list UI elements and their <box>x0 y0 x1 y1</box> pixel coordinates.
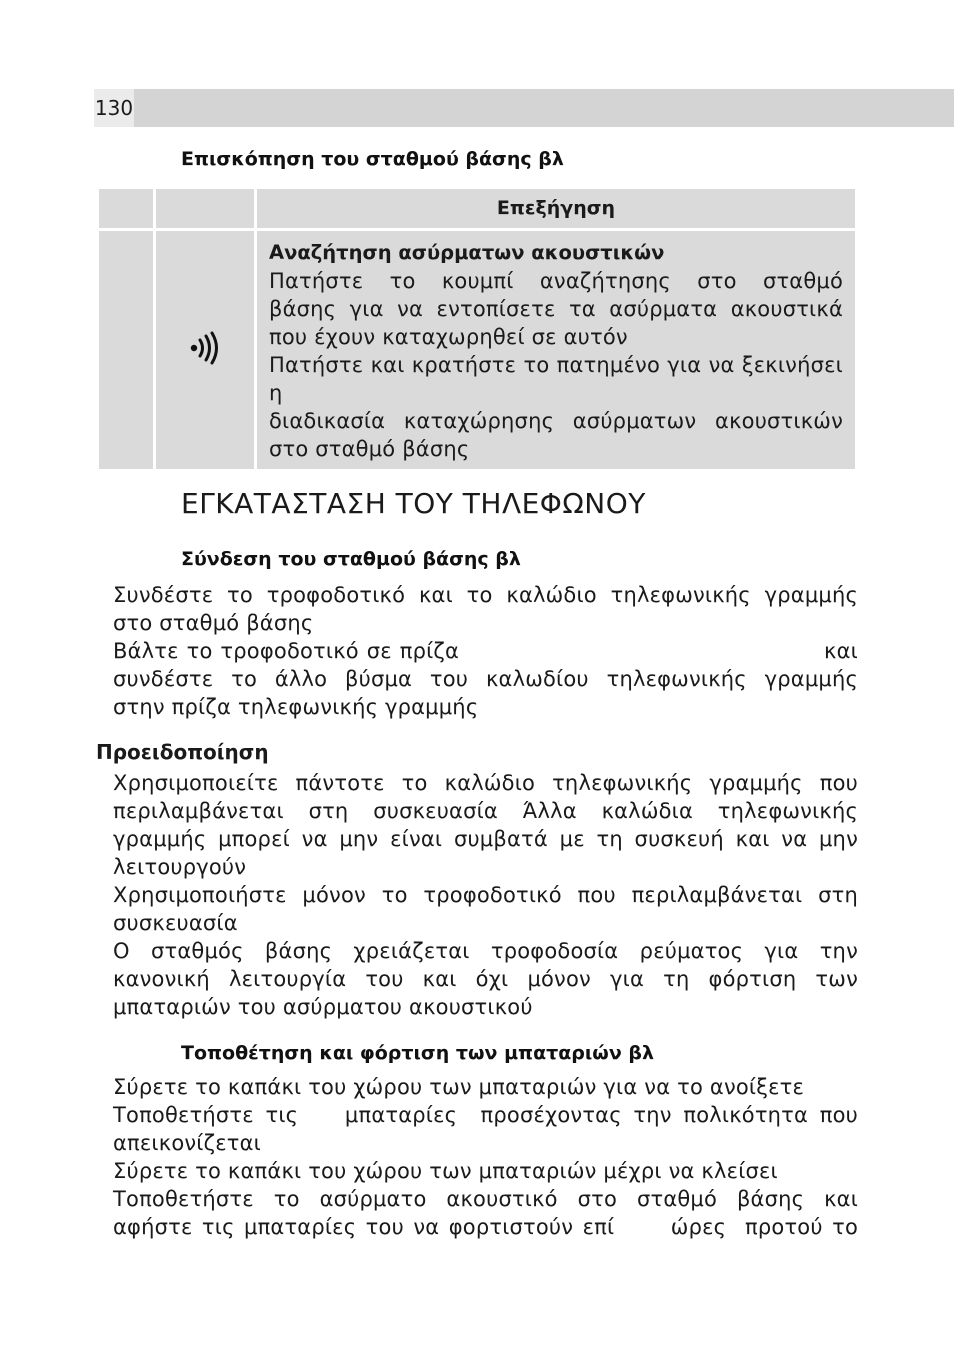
desc-line: Πατήστε και κρατήστε το πατημένο για να ξεκινήσει η <box>269 353 843 405</box>
text-line: στην πρίζα τηλεφωνικής γραμμής <box>113 695 479 719</box>
text-line: Ο σταθμός βάσης χρειάζεται τροφοδοσία ρεύματος για την <box>113 939 858 963</box>
text-line: στο σταθμό βάσης <box>113 611 314 635</box>
text-line: περιλαμβάνεται στη συσκευασία Άλλα καλώδια τηλεφωνικής <box>113 799 858 823</box>
paging-title: Αναζήτηση ασύρματων ακουστικών <box>269 241 665 264</box>
table-header-row <box>99 189 855 228</box>
text-line: απεικονίζεται <box>113 1131 261 1155</box>
connect-paragraph <box>113 581 858 721</box>
text-line: Χρησιμοποιήστε μόνον το τροφοδοτικό που περιλαμβάνεται στη <box>113 883 858 907</box>
desc-line: που έχουν καταχωρηθεί σε αυτόν <box>269 325 628 349</box>
text-line: αφήστε τις μπαταρίες του να φορτιστούν επί ώρες προτού το <box>113 1215 858 1239</box>
text-line: μπαταριών του ασύρματου ακουστικού <box>113 995 533 1019</box>
overview-heading: Επισκόπηση του σταθμού βάσης βλ <box>181 148 564 170</box>
warning-title: Προειδοποίηση <box>96 740 269 764</box>
page-number: 130 <box>94 89 134 127</box>
text-line: Βάλτε το τροφοδοτικό σε πρίζα και <box>113 639 858 663</box>
paging-description <box>269 267 843 463</box>
desc-line: διαδικασία καταχώρησης ασύρματων ακουστικών <box>269 409 843 433</box>
desc-line: στο σταθμό βάσης <box>269 437 470 461</box>
text-line: Σύρετε το καπάκι του χώρου των μπαταριών μέχρι να κλείσει <box>113 1159 778 1183</box>
table-cell-description <box>257 231 855 469</box>
text-line: Τοποθετήστε τις μπαταρίες προσέχοντας την πολικότητα που <box>113 1103 858 1127</box>
overview-table <box>96 189 858 469</box>
desc-line: Πατήστε το κουμπί αναζήτησης στο σταθμό <box>269 269 843 293</box>
batteries-heading: Τοποθέτηση και φόρτιση των μπαταριών βλ <box>181 1042 655 1064</box>
text-line: συσκευασία <box>113 911 238 935</box>
table-cell-empty <box>99 231 153 469</box>
warning-paragraph <box>113 769 858 1021</box>
table-header-explanation: Επεξήγηση <box>257 189 855 228</box>
text-line: Χρησιμοποιείτε πάντοτε το καλώδιο τηλεφωνικής γραμμής που <box>113 771 858 795</box>
desc-line: βάσης για να εντοπίσετε τα ασύρματα ακουστικά <box>269 297 843 321</box>
text-line: κανονική λειτουργία του και όχι μόνον για τη φόρτιση των <box>113 967 858 991</box>
table-row <box>99 231 855 469</box>
table-header-cell-1 <box>99 189 153 228</box>
section-title: ΕΓΚΑΤΑΣΤΑΣΗ ΤΟΥ ΤΗΛΕΦΩΝΟΥ <box>181 487 646 520</box>
header-bar <box>94 89 954 127</box>
table-header-cell-2 <box>156 189 254 228</box>
text-line: συνδέστε το άλλο βύσμα του καλωδίου τηλεφωνικής γραμμής <box>113 667 858 691</box>
batteries-paragraph <box>113 1073 858 1241</box>
text-line: Συνδέστε το τροφοδοτικό και το καλώδιο τηλεφωνικής γραμμής <box>113 583 858 607</box>
paging-icon <box>185 351 225 370</box>
text-line: Τοποθετήστε το ασύρματο ακουστικό στο σταθμό βάσης και <box>113 1187 858 1211</box>
text-line: λειτουργούν <box>113 855 247 879</box>
table-cell-icon <box>156 231 254 469</box>
connect-heading: Σύνδεση του σταθμού βάσης βλ <box>181 548 521 570</box>
text-line: Σύρετε το καπάκι του χώρου των μπαταριών για να το ανοίξετε <box>113 1075 805 1099</box>
text-line: γραμμής μπορεί να μην είναι συμβατά με τη συσκευή και να μην <box>113 827 858 851</box>
